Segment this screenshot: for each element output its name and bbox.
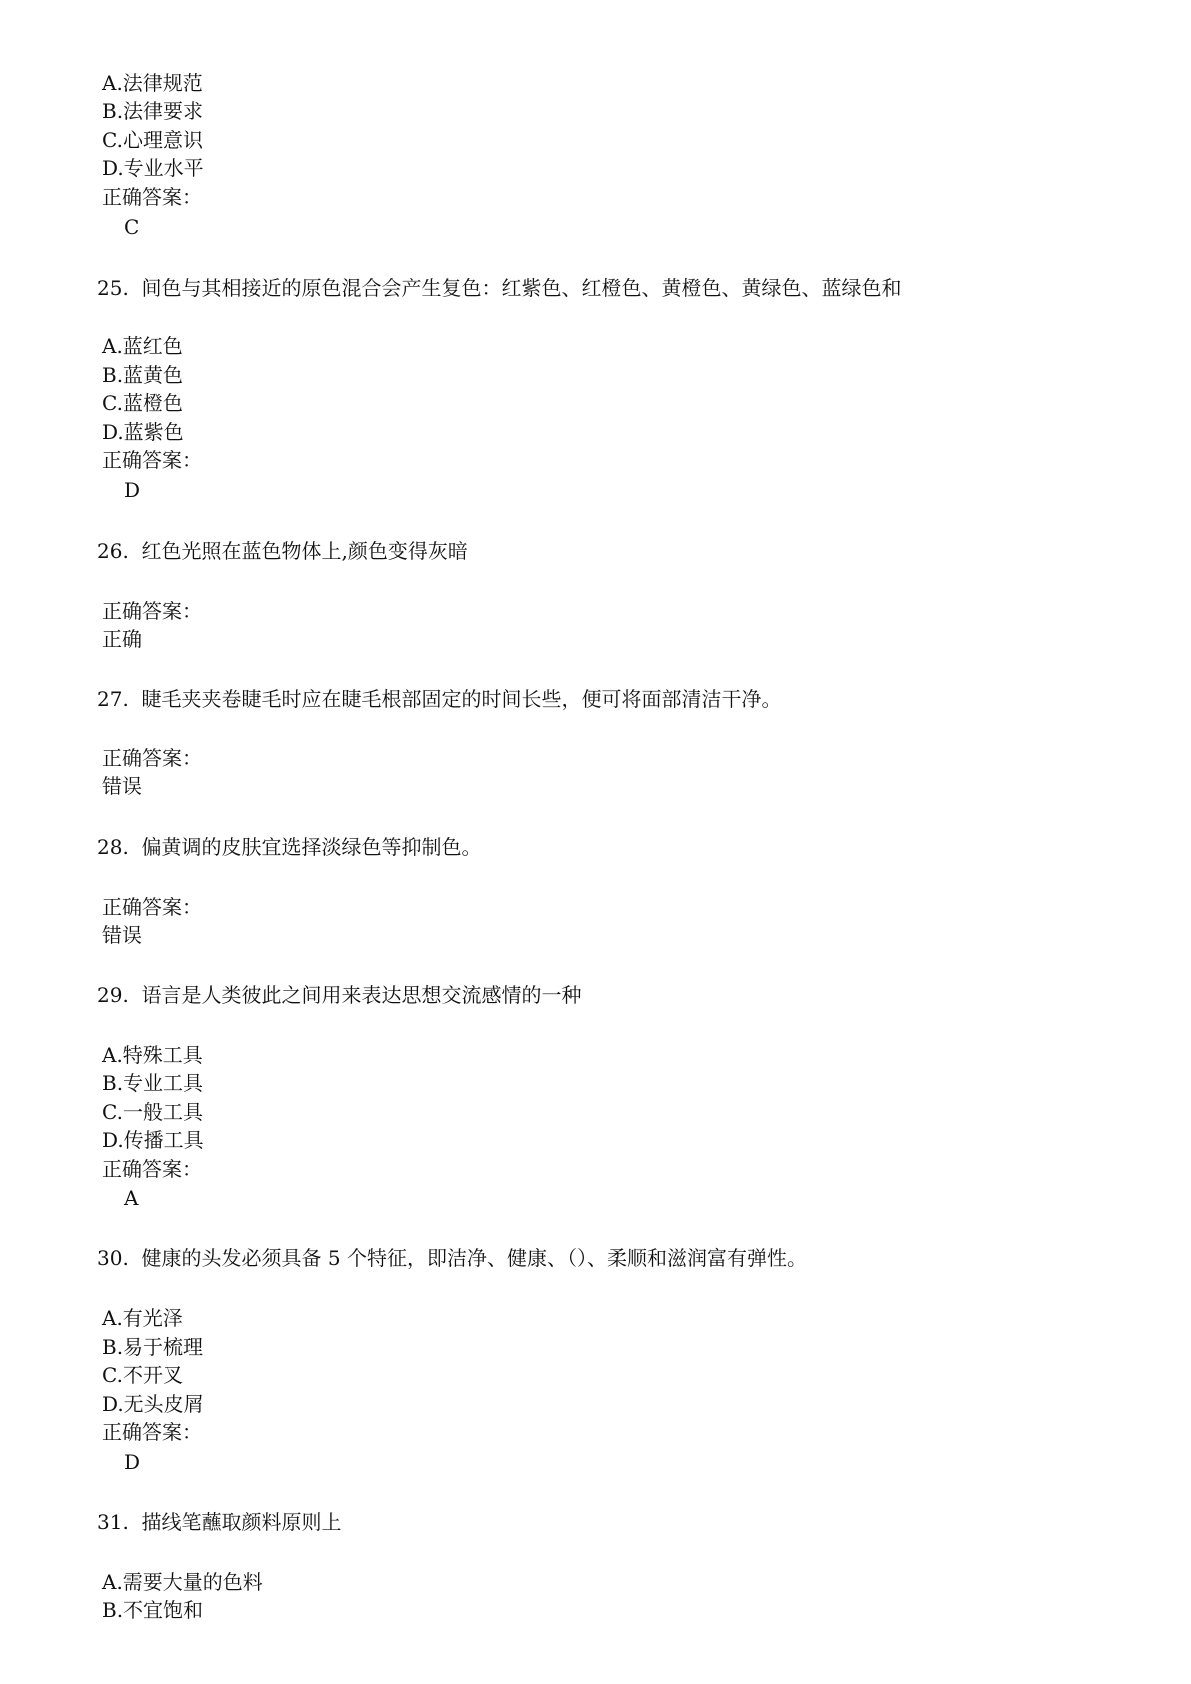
q31-option-b: B.不宜饱和 [102,1598,204,1622]
q29-answer-label: 正确答案： [102,1157,202,1181]
q30-option-c: C.不开叉 [102,1363,183,1387]
q30-option-b: B.易于梳理 [102,1335,204,1359]
q24-option-b: B.法律要求 [102,99,204,123]
q25-option-c: C.蓝橙色 [102,391,183,415]
q26-answer-label: 正确答案： [102,599,202,623]
q24-option-c: C.心理意识 [102,128,203,152]
q29-option-b: B.专业工具 [102,1071,204,1095]
q27-answer-label: 正确答案： [102,746,202,770]
q30-option-d: D.无头皮屑 [102,1392,204,1416]
q31-option-a: A.需要大量的色料 [102,1570,263,1594]
q30-answer: D [124,1450,141,1474]
q29-option-d: D.传播工具 [102,1128,204,1152]
q24-answer: C [124,215,140,239]
q25-answer: D [124,478,141,502]
q25-option-d: D.蓝紫色 [102,420,184,444]
q30-answer-label: 正确答案： [102,1420,202,1444]
q29-question: 29. 语言是人类彼此之间用来表达思想交流感情的一种 [97,983,582,1007]
q25-answer-label: 正确答案： [102,448,202,472]
q29-option-a: A.特殊工具 [102,1043,203,1067]
q25-option-a: A.蓝红色 [102,334,183,358]
q26-answer: 正确 [102,627,142,651]
q28-answer: 错误 [102,923,142,947]
q30-option-a: A.有光泽 [102,1306,183,1330]
q27-question: 27. 睫毛夹夹卷睫毛时应在睫毛根部固定的时间长些，便可将面部清洁干净。 [97,687,782,711]
q24-option-d: D.专业水平 [102,156,204,180]
q26-question: 26. 红色光照在蓝色物体上,颜色变得灰暗 [97,539,468,563]
q24-answer-label: 正确答案： [102,185,202,209]
q24-option-a: A.法律规范 [102,71,203,95]
q27-answer: 错误 [102,774,142,798]
q25-option-b: B.蓝黄色 [102,363,184,387]
q25-question: 25. 间色与其相接近的原色混合会产生复色：红紫色、红橙色、黄橙色、黄绿色、蓝绿色和 [97,276,902,300]
q29-option-c: C.一般工具 [102,1100,203,1124]
q28-answer-label: 正确答案： [102,895,202,919]
q30-question: 30. 健康的头发必须具备 5 个特征，即洁净、健康、（）、柔顺和滋润富有弹性。 [97,1246,807,1270]
q29-answer: A [124,1186,139,1210]
q31-question: 31. 描线笔蘸取颜料原则上 [97,1510,342,1534]
q28-question: 28. 偏黄调的皮肤宜选择淡绿色等抑制色。 [97,835,482,859]
